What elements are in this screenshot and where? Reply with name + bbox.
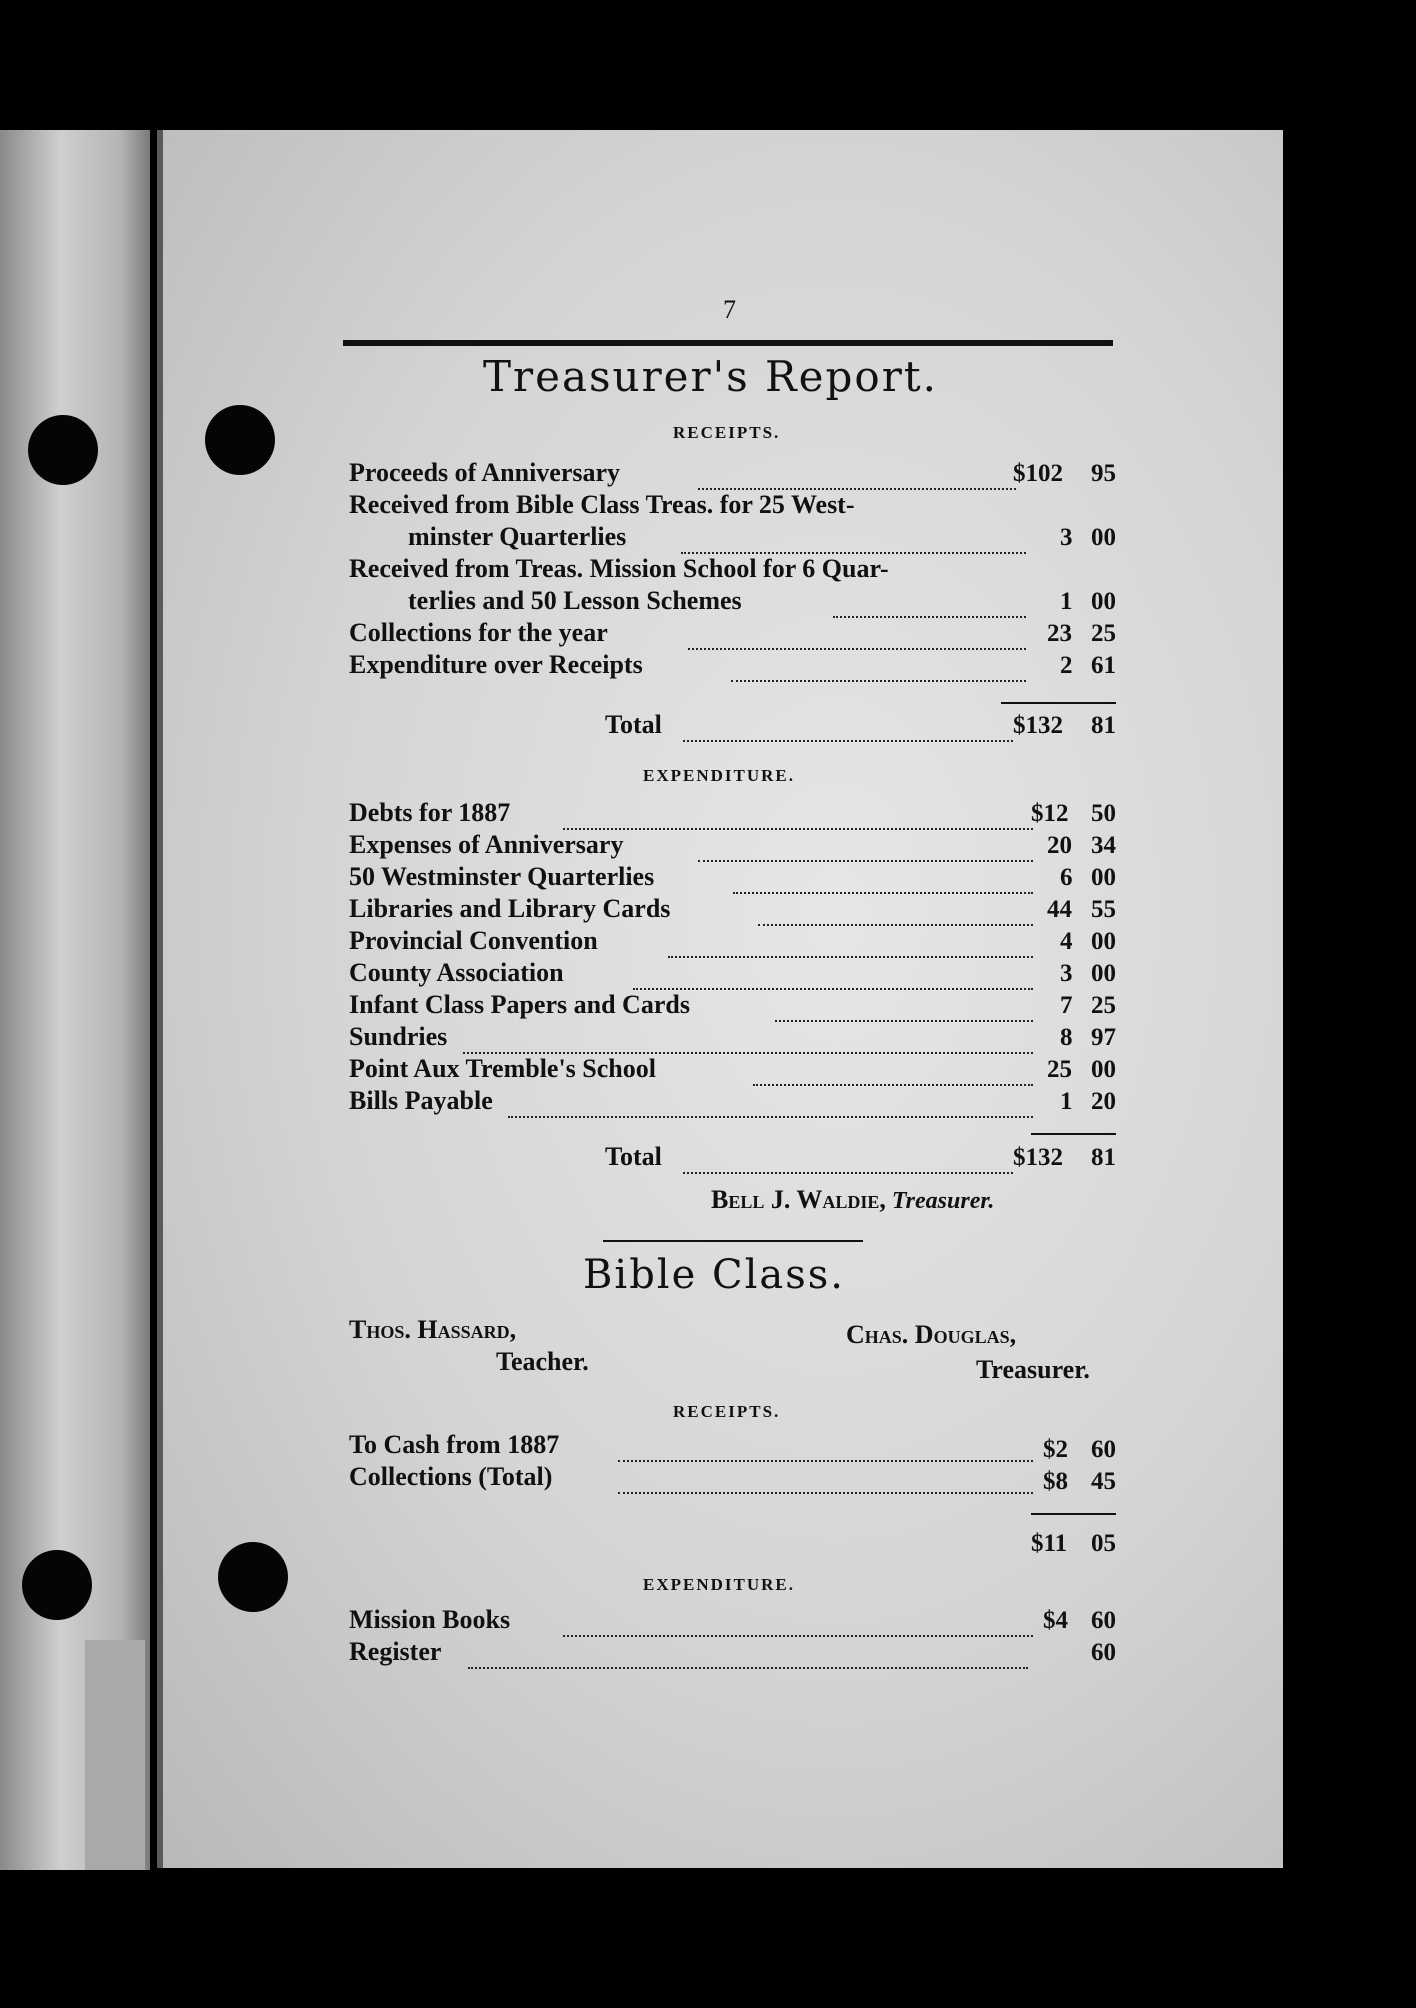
- receipt-cents: 25: [1091, 620, 1116, 647]
- binder-hole-bottom: [218, 1542, 288, 1612]
- expense-dollars: 25: [1047, 1056, 1072, 1083]
- receipt-dollars: 1: [1060, 588, 1073, 615]
- expense-label: 50 Westminster Quarterlies: [349, 862, 655, 891]
- expense-label: Debts for 1887: [349, 798, 511, 827]
- expense-label: Infant Class Papers and Cards: [349, 990, 690, 1019]
- binder-hole-left-bottom: [22, 1550, 92, 1620]
- expense-label: Expenses of Anniversary: [349, 830, 624, 859]
- bible-receipt-label: Collections (Total): [349, 1462, 553, 1491]
- page-tab-strip: [85, 1640, 145, 1870]
- leader-dots: [683, 1172, 1013, 1174]
- expense-cents: 00: [1091, 960, 1116, 987]
- binder-hole-top: [205, 405, 275, 475]
- bible-expense-cents: 60: [1091, 1607, 1116, 1634]
- top-rule: [343, 340, 1113, 346]
- bible-expense-label: Mission Books: [349, 1605, 511, 1634]
- expense-dollars: 1: [1060, 1088, 1073, 1115]
- treasurer-signature: [711, 1185, 994, 1215]
- bible-receipt-label: To Cash from 1887: [349, 1430, 560, 1459]
- expense-label: Point Aux Tremble's School: [349, 1054, 656, 1083]
- binder-hole-left-top: [28, 415, 98, 485]
- bible-expense-label: Register: [349, 1637, 442, 1666]
- bible-expense-cents: 60: [1091, 1639, 1116, 1666]
- receipt-dollars: 2: [1060, 652, 1073, 679]
- expense-dollars: 44: [1047, 896, 1072, 923]
- bible-expenditure-heading: EXPENDITURE.: [643, 1575, 795, 1594]
- bible-receipt-dollars: $2: [1043, 1436, 1068, 1463]
- leader-dots: [731, 680, 1026, 682]
- receipt-cents: 61: [1091, 652, 1116, 679]
- section-divider: [603, 1240, 863, 1242]
- expense-cents: 25: [1091, 992, 1116, 1019]
- receipt-cents: 95: [1091, 460, 1116, 487]
- leader-dots: [618, 1460, 1033, 1462]
- receipt-label-continued: terlies and 50 Lesson Schemes: [408, 586, 742, 615]
- bible-receipts-total-dollars: $11: [1031, 1530, 1068, 1557]
- document-page: [157, 130, 1283, 1868]
- receipt-label: Received from Bible Class Treas. for 25 West-: [349, 490, 855, 519]
- treasurer-role: Treasurer.: [891, 1188, 995, 1214]
- expense-dollars: 20: [1047, 832, 1072, 859]
- receipt-label: Expenditure over Receipts: [349, 650, 643, 679]
- leader-dots: [688, 648, 1026, 650]
- receipts-total-cents: 81: [1091, 712, 1116, 739]
- sum-rule: [1031, 1513, 1116, 1515]
- receipt-dollars: 3: [1060, 524, 1073, 551]
- leader-dots: [618, 1492, 1033, 1494]
- expense-cents: 55: [1091, 896, 1116, 923]
- expense-label: Provincial Convention: [349, 926, 598, 955]
- receipts-heading: RECEIPTS.: [673, 423, 781, 442]
- expense-dollars: 8: [1060, 1024, 1073, 1051]
- receipt-label-continued: minster Quarterlies: [408, 522, 627, 551]
- leader-dots: [668, 956, 1033, 958]
- expense-cents: 20: [1091, 1088, 1116, 1115]
- leader-dots: [633, 988, 1033, 990]
- leader-dots: [758, 924, 1033, 926]
- leader-dots: [508, 1116, 1033, 1118]
- leader-dots: [698, 860, 1033, 862]
- leader-dots: [683, 740, 1013, 742]
- bible-receipt-dollars: $8: [1043, 1468, 1068, 1495]
- leader-dots: [833, 616, 1026, 618]
- expense-cents: 00: [1091, 928, 1116, 955]
- leader-dots: [753, 1084, 1033, 1086]
- section-title: Treasurer's Report.: [483, 352, 939, 401]
- leader-dots: [563, 1635, 1033, 1637]
- leader-dots: [775, 1020, 1033, 1022]
- expense-dollars: 4: [1060, 928, 1073, 955]
- receipt-cents: 00: [1091, 588, 1116, 615]
- class-treasurer-role: Treasurer.: [976, 1355, 1090, 1384]
- bible-class-title: Bible Class.: [583, 1252, 845, 1298]
- receipt-cents: 00: [1091, 524, 1116, 551]
- expenditure-total-dollars: $132: [1013, 1144, 1063, 1171]
- receipt-label: Collections for the year: [349, 618, 608, 647]
- bible-receipt-cents: 45: [1091, 1468, 1116, 1495]
- expense-dollars: 6: [1060, 864, 1073, 891]
- expenditure-total-cents: 81: [1091, 1144, 1116, 1171]
- expense-dollars: 7: [1060, 992, 1073, 1019]
- receipt-dollars: 23: [1047, 620, 1072, 647]
- bible-receipts-total-cents: 05: [1091, 1530, 1116, 1557]
- bible-expense-dollars: $4: [1043, 1607, 1068, 1634]
- expenditure-heading: EXPENDITURE.: [643, 766, 795, 785]
- bible-receipts-heading: RECEIPTS.: [673, 1402, 781, 1421]
- class-treasurer-name: Chas. Douglas,: [846, 1320, 1017, 1349]
- teacher-name: Thos. Hassard,: [349, 1315, 517, 1344]
- leader-dots: [468, 1667, 1028, 1669]
- treasurer-name: Bell J. Waldie,: [711, 1185, 886, 1214]
- expense-dollars: 3: [1060, 960, 1073, 987]
- expense-cents: 34: [1091, 832, 1116, 859]
- expense-cents: 00: [1091, 864, 1116, 891]
- expense-cents: 50: [1091, 800, 1116, 827]
- expense-label: Sundries: [349, 1022, 448, 1051]
- expense-dollars: $12: [1031, 800, 1069, 827]
- bible-receipt-cents: 60: [1091, 1436, 1116, 1463]
- expense-cents: 97: [1091, 1024, 1116, 1051]
- expense-label: Libraries and Library Cards: [349, 894, 671, 923]
- leader-dots: [733, 892, 1033, 894]
- expense-label: Bills Payable: [349, 1086, 493, 1115]
- receipts-total-label: Total: [605, 710, 662, 739]
- receipt-label: Received from Treas. Mission School for 6 Quar-: [349, 554, 889, 583]
- sum-rule: [1001, 702, 1116, 704]
- page-number: 7: [723, 295, 736, 324]
- expenditure-total-label: Total: [605, 1142, 662, 1171]
- teacher-role: Teacher.: [496, 1347, 589, 1376]
- expense-label: County Association: [349, 958, 564, 987]
- leader-dots: [563, 828, 1033, 830]
- expense-cents: 00: [1091, 1056, 1116, 1083]
- receipts-total-dollars: $132: [1013, 712, 1063, 739]
- sum-rule: [1031, 1133, 1116, 1135]
- receipt-dollars: $102: [1013, 460, 1063, 487]
- receipt-label: Proceeds of Anniversary: [349, 458, 621, 487]
